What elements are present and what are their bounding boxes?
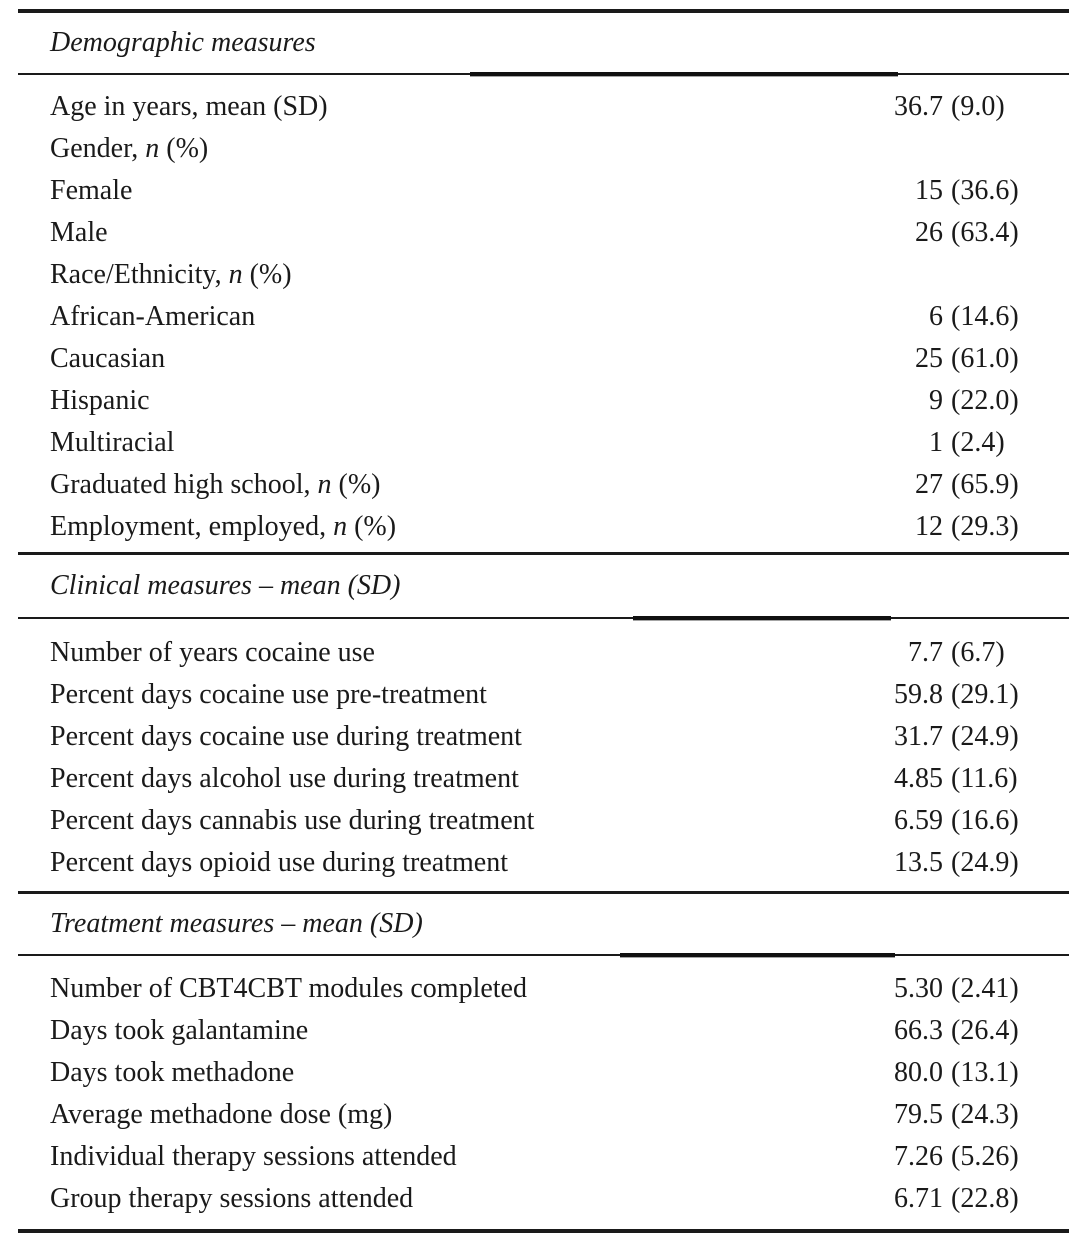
header-rule [18, 73, 1069, 75]
value-mean: 7.26 [894, 1141, 943, 1172]
table-row [0, 842, 1087, 884]
section-header-label: Clinical measures – mean (SD) [50, 570, 401, 601]
value-mean: 12 [915, 511, 943, 542]
row-value [820, 338, 1019, 380]
row-value [820, 632, 1005, 674]
value-mean: 9 [929, 385, 943, 416]
table-top-rule [18, 9, 1069, 13]
value-sd: (36.6) [951, 175, 1019, 206]
row-value [820, 1052, 1019, 1094]
section-clinical [0, 552, 1087, 884]
measures-table [0, 9, 1087, 1233]
value-sd: (6.7) [951, 637, 1005, 668]
table-row [0, 632, 1087, 674]
header-rule-overlay [633, 616, 891, 620]
value-mean: 4.85 [894, 763, 943, 794]
value-sd: (61.0) [951, 343, 1019, 374]
value-sd: (24.3) [951, 1099, 1019, 1130]
value-sd: (2.41) [951, 973, 1019, 1004]
table-row [0, 380, 1087, 422]
table-row [0, 170, 1087, 212]
table-row [0, 674, 1087, 716]
value-mean: 7.7 [908, 637, 943, 668]
value-sd: (65.9) [951, 469, 1019, 500]
table-row [0, 506, 1087, 548]
value-mean: 36.7 [894, 91, 943, 122]
section-divider-rule [18, 891, 1069, 894]
value-mean: 5.30 [894, 973, 943, 1004]
value-sd: (29.3) [951, 511, 1019, 542]
row-label: Average methadone dose (mg) [50, 1099, 393, 1130]
value-sd: (24.9) [951, 721, 1019, 752]
section-treatment [0, 891, 1087, 1220]
value-sd: (26.4) [951, 1015, 1019, 1046]
row-label: Race/Ethnicity, n (%) [50, 259, 292, 290]
row-value [820, 296, 1019, 338]
value-mean: 26 [915, 217, 943, 248]
value-mean: 6.71 [894, 1183, 943, 1214]
section-header [0, 13, 1087, 73]
section-header [0, 555, 1087, 617]
value-sd: (22.0) [951, 385, 1019, 416]
row-label: Number of years cocaine use [50, 637, 375, 668]
value-sd: (11.6) [951, 763, 1018, 794]
row-value [820, 758, 1018, 800]
row-value [820, 842, 1019, 884]
table-row [0, 1094, 1087, 1136]
value-sd: (16.6) [951, 805, 1019, 836]
table-row [0, 1052, 1087, 1094]
value-mean: 66.3 [894, 1015, 943, 1046]
row-label: Percent days alcohol use during treatment [50, 763, 519, 794]
table-row [0, 254, 1087, 296]
row-label: Percent days cocaine use during treatment [50, 721, 522, 752]
value-sd: (9.0) [951, 91, 1005, 122]
row-value [820, 254, 951, 296]
value-mean: 79.5 [894, 1099, 943, 1130]
row-label: Percent days cannabis use during treatment [50, 805, 535, 836]
section-header-label: Demographic measures [50, 27, 316, 58]
row-label: African-American [50, 301, 256, 332]
row-label: Multiracial [50, 427, 175, 458]
row-value [820, 1136, 1019, 1178]
table-row [0, 338, 1087, 380]
row-value [820, 506, 1019, 548]
value-sd: (13.1) [951, 1057, 1019, 1088]
value-sd: (29.1) [951, 679, 1019, 710]
row-value [820, 86, 1005, 128]
value-mean: 59.8 [894, 679, 943, 710]
table-bottom-rule [18, 1229, 1069, 1233]
table-row [0, 1178, 1087, 1220]
row-value [820, 170, 1019, 212]
table-row [0, 464, 1087, 506]
section-header [0, 894, 1087, 954]
table-row [0, 758, 1087, 800]
section-rows [0, 619, 1087, 884]
row-label: Age in years, mean (SD) [50, 91, 328, 122]
table-row [0, 716, 1087, 758]
row-label: Days took methadone [50, 1057, 295, 1088]
row-value [820, 1094, 1019, 1136]
header-rule-overlay [470, 72, 898, 76]
table-row [0, 86, 1087, 128]
value-mean: 1 [929, 427, 943, 458]
row-value [820, 968, 1019, 1010]
row-label: Hispanic [50, 385, 150, 416]
row-label: Graduated high school, n (%) [50, 469, 381, 500]
row-label: Individual therapy sessions attended [50, 1141, 457, 1172]
row-label: Group therapy sessions attended [50, 1183, 414, 1214]
section-demographic [0, 9, 1087, 548]
table-row [0, 1010, 1087, 1052]
row-label: Male [50, 217, 108, 248]
value-mean: 15 [915, 175, 943, 206]
table-row [0, 212, 1087, 254]
row-label: Gender, n (%) [50, 133, 209, 164]
value-mean: 13.5 [894, 847, 943, 878]
section-rows [0, 956, 1087, 1220]
value-mean: 31.7 [894, 721, 943, 752]
row-value [820, 212, 1019, 254]
value-mean: 80.0 [894, 1057, 943, 1088]
row-label: Caucasian [50, 343, 166, 374]
value-sd: (22.8) [951, 1183, 1019, 1214]
table-row [0, 296, 1087, 338]
value-mean: 27 [915, 469, 943, 500]
row-label: Percent days cocaine use pre-treatment [50, 679, 487, 710]
section-divider-rule [18, 552, 1069, 555]
table-row [0, 968, 1087, 1010]
header-rule-overlay [620, 953, 895, 957]
row-label: Percent days opioid use during treatment [50, 847, 508, 878]
table-row [0, 800, 1087, 842]
row-value [820, 1178, 1019, 1220]
row-value [820, 464, 1019, 506]
value-sd: (2.4) [951, 427, 1005, 458]
row-value [820, 1010, 1019, 1052]
value-mean: 6 [929, 301, 943, 332]
value-mean: 6.59 [894, 805, 943, 836]
section-header-label: Treatment measures – mean (SD) [50, 908, 423, 939]
row-value [820, 674, 1019, 716]
row-label: Employment, employed, n (%) [50, 511, 397, 542]
table-row [0, 422, 1087, 464]
row-value [820, 716, 1019, 758]
row-value [820, 380, 1019, 422]
row-value [820, 128, 951, 170]
value-sd: (24.9) [951, 847, 1019, 878]
row-label: Number of CBT4CBT modules completed [50, 973, 527, 1004]
table-row [0, 128, 1087, 170]
value-sd: (14.6) [951, 301, 1019, 332]
row-value [820, 800, 1019, 842]
row-label: Female [50, 175, 133, 206]
section-rows [0, 75, 1087, 548]
value-mean: 25 [915, 343, 943, 374]
row-value [820, 422, 1005, 464]
value-sd: (63.4) [951, 217, 1019, 248]
header-rule [18, 617, 1069, 619]
table-row [0, 1136, 1087, 1178]
value-sd: (5.26) [951, 1141, 1019, 1172]
header-rule [18, 954, 1069, 956]
row-label: Days took galantamine [50, 1015, 309, 1046]
